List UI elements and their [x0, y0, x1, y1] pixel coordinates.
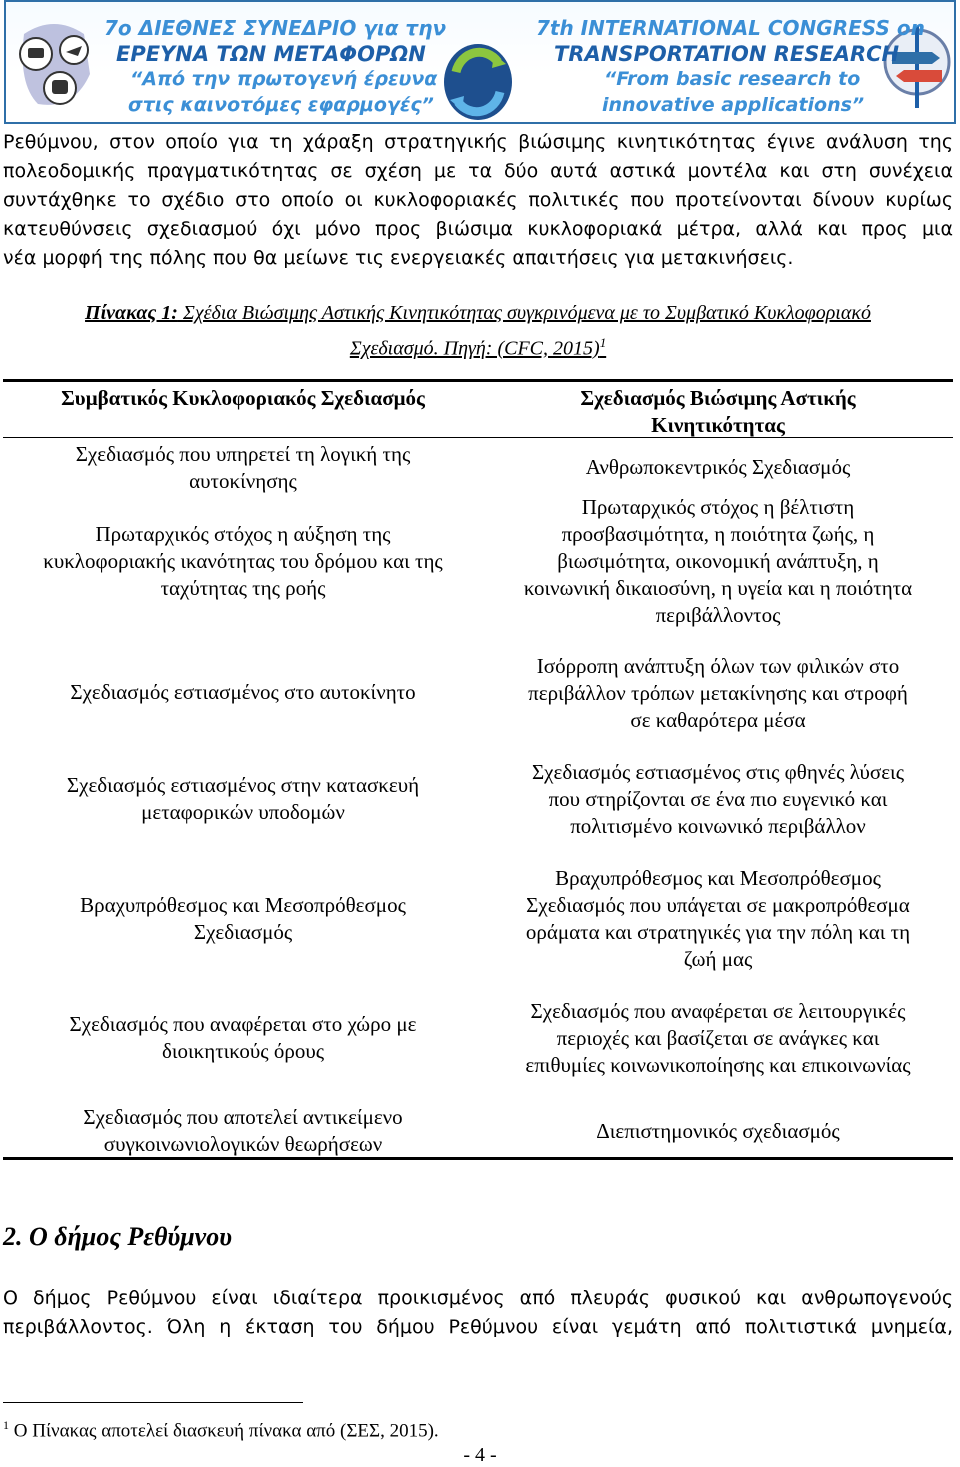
intro-line: κατευθύνσεις σχεδιασμού όχι μόνο προς βιώσιμα κυκλοφοριακά μέτρα, αλλά και προς μια: [3, 218, 953, 240]
cell-line: κοινωνική δικαιοσύνη, η υγεία και η ποιότητα: [523, 576, 913, 600]
table-cell-right: [484, 865, 952, 973]
table-cell-right: [484, 494, 952, 629]
intro-paragraph: [3, 128, 953, 273]
table-cell-left: [8, 441, 478, 495]
cell-line: Πρωταρχικός στόχος η αύξηση της: [95, 522, 391, 546]
cell-line: διοικητικούς όρους: [161, 1039, 325, 1063]
header-right-line: Κινητικότητας: [651, 413, 785, 437]
footnote: [3, 1418, 439, 1442]
table-cell-right: [484, 998, 952, 1079]
cell-line: Σχεδιασμός που υπηρετεί τη λογική της: [75, 442, 411, 466]
banner-english-line-4: innovative applications”: [602, 94, 865, 116]
recycle-globe-logo-icon: [436, 32, 520, 124]
footnote-text: Ο Πίνακας αποτελεί διασκευή πίνακα από (ΣΕΣ, 2015).: [9, 1420, 439, 1442]
caption-line-2: [3, 328, 953, 364]
page-number: - 4 -: [463, 1444, 497, 1466]
caption-text-2: Σχεδιασμό. Πηγή: (CFC, 2015): [349, 337, 600, 360]
cell-line: Βραχυπρόθεσμος και Μεσοπρόθεσμος: [555, 866, 881, 890]
banner-greek-line-1: 7ο ΔΙΕΘΝΕΣ ΣΥΝΕΔΡΙΟ για την: [104, 16, 447, 40]
banner-greek-line-4: στις καινοτόμες εφαρμογές”: [128, 94, 434, 116]
cell-line: Σχεδιασμός που αναφέρεται στο χώρο με: [69, 1012, 417, 1036]
intro-line: πολεοδομικής πραγματικότητας σε σχέση με τα δύο αυτά αστικά μοντέλα και στη συνέχεια: [3, 160, 953, 182]
cell-line: Σχεδιασμός εστιασμένος στην κατασκευή: [66, 773, 420, 797]
table-cell-right: [484, 1118, 952, 1145]
caption-text-1: Σχέδια Βιώσιμης Αστικής Κινητικότητας συγκρινόμενα με το Συμβατικό Κυκλοφοριακό: [177, 302, 871, 324]
table-cell-left: [8, 679, 478, 706]
banner-english-line-3: “From basic research to: [604, 68, 861, 90]
congress-banner: [4, 0, 956, 124]
banner-english-line-2: TRANSPORTATION RESEARCH: [554, 42, 900, 66]
banner-english-line-1: 7th INTERNATIONAL CONGRESS on: [536, 16, 925, 40]
caption-label: Πίνακας 1:: [85, 302, 178, 324]
cell-line: Σχεδιασμός που αποτελεί αντικείμενο: [83, 1105, 403, 1129]
footnote-separator: [3, 1402, 303, 1403]
cell-line: ζωή μας: [683, 947, 753, 971]
cell-line: αυτοκίνησης: [189, 469, 297, 493]
cell-line: Πρωταρχικός στόχος η βέλτιστη: [581, 495, 855, 519]
cell-line: περιβάλλοντος: [655, 603, 781, 627]
cell-line: πολιτισμένο κοινωνικό περιβάλλον: [570, 814, 866, 838]
section-paragraph: [3, 1284, 953, 1342]
table-cell-right: [484, 759, 952, 840]
cell-line: επιθυμίες κοινωνικοποίησης και επικοινωνίας: [525, 1053, 911, 1077]
intro-line: νέα μορφή της πόλης που θα μείωνε τις ενεργειακές απαιτήσεις για μετακινήσεις.: [3, 247, 794, 269]
table-cell-left: [8, 772, 478, 826]
cell-line: προσβασιμότητα, η ποιότητα ζωής, η: [561, 522, 875, 546]
table-caption: [3, 299, 953, 364]
section-line: περιβάλλοντος. Όλη η έκταση του δήμου Ρεθύμνου είναι γεμάτη από πολιτιστικά μνημεία,: [3, 1316, 953, 1338]
cell-line: βιωσιμότητα, οικονομική ανάπτυξη, η: [557, 549, 879, 573]
cell-line: Σχεδιασμός εστιασμένος στο αυτοκίνητο: [70, 680, 416, 704]
cell-line: Σχεδιασμός: [193, 920, 293, 944]
cell-line: περιβάλλον τρόπων μετακίνησης και στροφή: [528, 681, 908, 705]
section-heading: 2. Ο δήμος Ρεθύμνου: [3, 1222, 232, 1251]
table-cell-left: [8, 892, 478, 946]
cell-line: που στηρίζονται σε ένα πιο ευγενικό και: [548, 787, 888, 811]
transport-modes-logo-icon: [14, 14, 98, 114]
cell-line: Ισόρροπη ανάπτυξη όλων των φιλικών στο: [536, 654, 900, 678]
table-cell-right: [484, 653, 952, 734]
intro-line: Ρεθύμνου, στον οποίο για τη χάραξη στρατηγικής βιώσιμης κινητικότητας έγινε ανάλυση της: [3, 131, 953, 153]
caption-line-1: [3, 299, 953, 328]
footnote-mark: 1: [3, 1418, 9, 1432]
cell-line: συγκοινωνιολογικών θεωρήσεων: [103, 1132, 383, 1156]
header-conventional-planning: Συμβατικός Κυκλοφοριακός Σχεδιασμός: [61, 386, 425, 410]
header-right-line: Σχεδιασμός Βιώσιμης Αστικής: [580, 386, 856, 410]
cell-line: περιοχές και βασίζεται σε ανάγκες και: [556, 1026, 880, 1050]
cell-line: κυκλοφοριακής ικανότητας του δρόμου και της: [43, 549, 443, 573]
section-line: Ο δήμος Ρεθύμνου είναι ιδιαίτερα προικισμένος από πλευράς φυσικού και ανθρωπογενούς: [3, 1287, 953, 1309]
cell-line: μεταφορικών υποδομών: [141, 800, 345, 824]
cell-line: Σχεδιασμός που υπάγεται σε μακροπρόθεσμα: [526, 893, 910, 917]
banner-greek-line-2: ΕΡΕΥΝΑ ΤΩΝ ΜΕΤΑΦΟΡΩΝ: [116, 42, 426, 66]
intro-line: συντάχθηκε το σχέδιο στο οποίο οι κυκλοφοριακές πολιτικές που προτείνονται δίνουν κυρίως: [3, 189, 953, 211]
cell-line: Διεπιστημονικός σχεδιασμός: [596, 1119, 840, 1143]
table-cell-left: [8, 1011, 478, 1065]
table-top-rule: [3, 379, 953, 382]
table-cell-right: [484, 454, 952, 481]
cell-line: Βραχυπρόθεσμος και Μεσοπρόθεσμος: [80, 893, 406, 917]
table-cell-left: [8, 521, 478, 602]
cell-line: σε καθαρότερα μέσα: [630, 708, 806, 732]
header-sustainable-mobility: [484, 385, 952, 439]
cell-line: Σχεδιασμός που αναφέρεται σε λειτουργικές: [530, 999, 906, 1023]
cell-line: Ανθρωποκεντρικός Σχεδιασμός: [585, 455, 851, 479]
cell-line: ταχύτητας της ροής: [160, 576, 326, 600]
cell-line: οράματα και στρατηγικές για την πόλη και τη: [525, 920, 911, 944]
banner-greek-line-3: “Από την πρωτογενή έρευνα: [130, 68, 438, 90]
cell-line: Σχεδιασμός εστιασμένος στις φθηνές λύσεις: [531, 760, 905, 784]
caption-footnote-mark: 1: [599, 335, 607, 350]
table-cell-left: [8, 1104, 478, 1158]
